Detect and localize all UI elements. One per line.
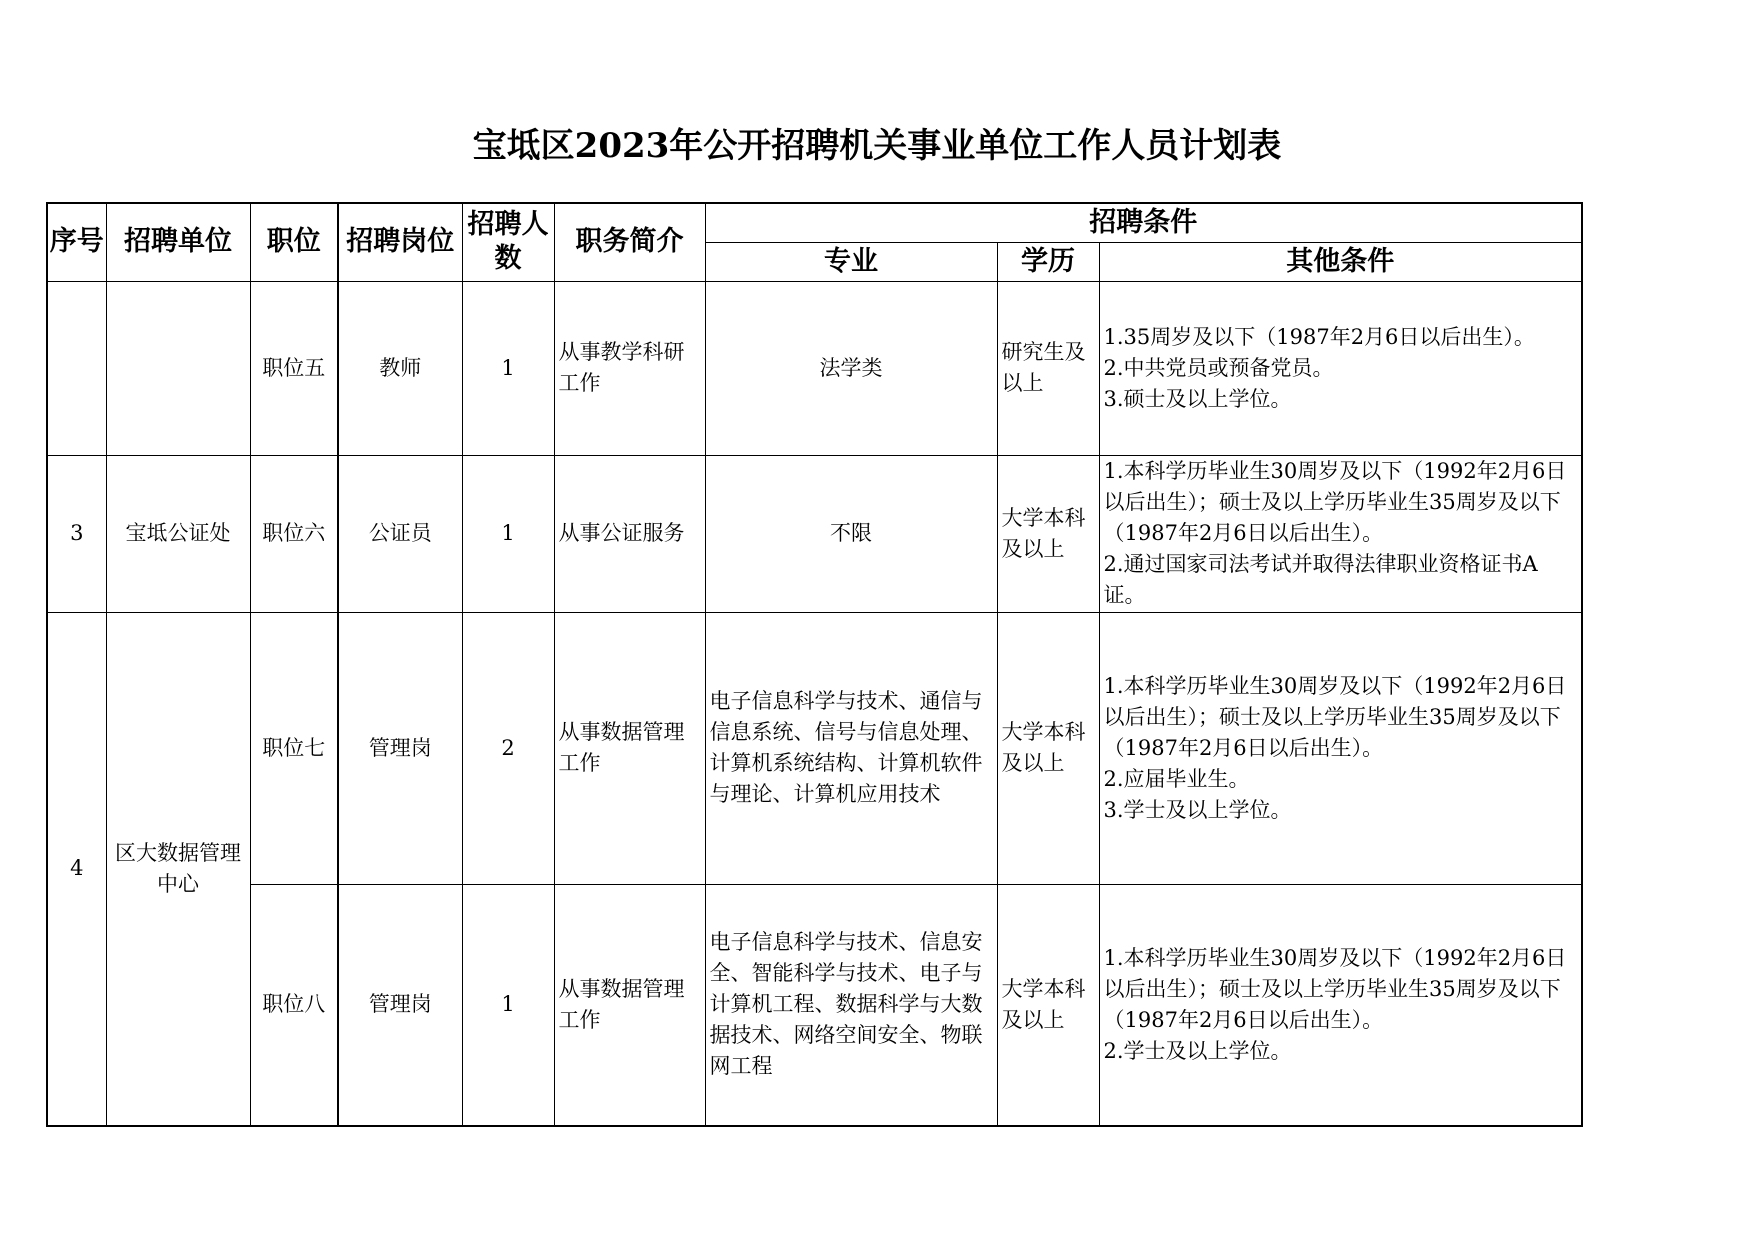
cell-count: 2 <box>462 612 554 884</box>
other-line: 1.本科学历毕业生30周岁及以下（1992年2月6日以后出生）；硕士及以上学历毕业生35周岁及以下（1987年2月6日以后出生）。 <box>1103 459 1567 545</box>
cell-position: 职位六 <box>250 455 338 612</box>
table-row <box>47 612 1582 884</box>
recruitment-plan-table <box>46 202 1583 1127</box>
cell-position: 职位五 <box>250 281 338 455</box>
cell-other <box>1099 281 1582 455</box>
header-education: 学历 <box>997 242 1099 281</box>
cell-unit <box>106 281 250 455</box>
other-line: 2.应届毕业生。 <box>1103 766 1250 791</box>
table-row <box>47 281 1582 455</box>
header-seq: 序号 <box>47 203 106 281</box>
other-line: 3.学士及以上学位。 <box>1103 797 1292 822</box>
cell-education: 大学本科及以上 <box>997 455 1099 612</box>
other-line: 2.中共党员或预备党员。 <box>1103 355 1334 380</box>
header-duties: 职务简介 <box>554 203 705 281</box>
other-line: 1.本科学历毕业生30周岁及以下（1992年2月6日以后出生）；硕士及以上学历毕业生35周岁及以下（1987年2月6日以后出生）。 <box>1103 673 1567 760</box>
header-row <box>47 203 1582 242</box>
header-conditions: 招聘条件 <box>705 203 1582 242</box>
cell-other <box>1099 884 1582 1126</box>
cell-seq: 3 <box>47 455 106 612</box>
header-position: 职位 <box>250 203 338 281</box>
cell-other <box>1099 612 1582 884</box>
cell-education: 大学本科及以上 <box>997 884 1099 1126</box>
cell-post: 管理岗 <box>338 884 462 1126</box>
cell-seq <box>47 281 106 455</box>
header-post: 招聘岗位 <box>338 203 462 281</box>
cell-seq: 4 <box>47 612 106 1126</box>
cell-duties: 从事教学科研工作 <box>554 281 705 455</box>
cell-unit: 区大数据管理中心 <box>106 612 250 1126</box>
cell-position: 职位八 <box>250 884 338 1126</box>
other-line: 2.通过国家司法考试并取得法律职业资格证书A证。 <box>1103 552 1538 607</box>
header-unit: 招聘单位 <box>106 203 250 281</box>
cell-count: 1 <box>462 455 554 612</box>
cell-other <box>1099 455 1582 612</box>
cell-post: 管理岗 <box>338 612 462 884</box>
cell-position: 职位七 <box>250 612 338 884</box>
table-row <box>47 455 1582 612</box>
other-line: 3.硕士及以上学位。 <box>1103 386 1292 411</box>
header-major: 专业 <box>705 242 997 281</box>
cell-post: 教师 <box>338 281 462 455</box>
cell-post: 公证员 <box>338 455 462 612</box>
cell-count: 1 <box>462 281 554 455</box>
cell-major: 法学类 <box>705 281 997 455</box>
cell-unit: 宝坻公证处 <box>106 455 250 612</box>
page-title: 宝坻区2023年公开招聘机关事业单位工作人员计划表 <box>472 126 1282 166</box>
cell-duties: 从事数据管理工作 <box>554 884 705 1126</box>
header-other: 其他条件 <box>1099 242 1582 281</box>
table-row <box>47 884 1582 1126</box>
cell-count: 1 <box>462 884 554 1126</box>
cell-education: 研究生及以上 <box>997 281 1099 455</box>
header-count: 招聘人数 <box>462 203 554 281</box>
cell-education: 大学本科及以上 <box>997 612 1099 884</box>
other-line: 1.本科学历毕业生30周岁及以下（1992年2月6日以后出生）；硕士及以上学历毕业生35周岁及以下（1987年2月6日以后出生）。 <box>1103 945 1567 1032</box>
cell-duties: 从事数据管理工作 <box>554 612 705 884</box>
cell-major: 不限 <box>705 455 997 612</box>
other-line: 1.35周岁及以下（1987年2月6日以后出生）。 <box>1103 324 1535 349</box>
other-line: 2.学士及以上学位。 <box>1103 1038 1292 1063</box>
cell-major: 电子信息科学与技术、通信与信息系统、信号与信息处理、计算机系统结构、计算机软件与理论、计算机应用技术 <box>705 612 997 884</box>
cell-major: 电子信息科学与技术、信息安全、智能科学与技术、电子与计算机工程、数据科学与大数据技术、网络空间安全、物联网工程 <box>705 884 997 1126</box>
cell-duties: 从事公证服务 <box>554 455 705 612</box>
